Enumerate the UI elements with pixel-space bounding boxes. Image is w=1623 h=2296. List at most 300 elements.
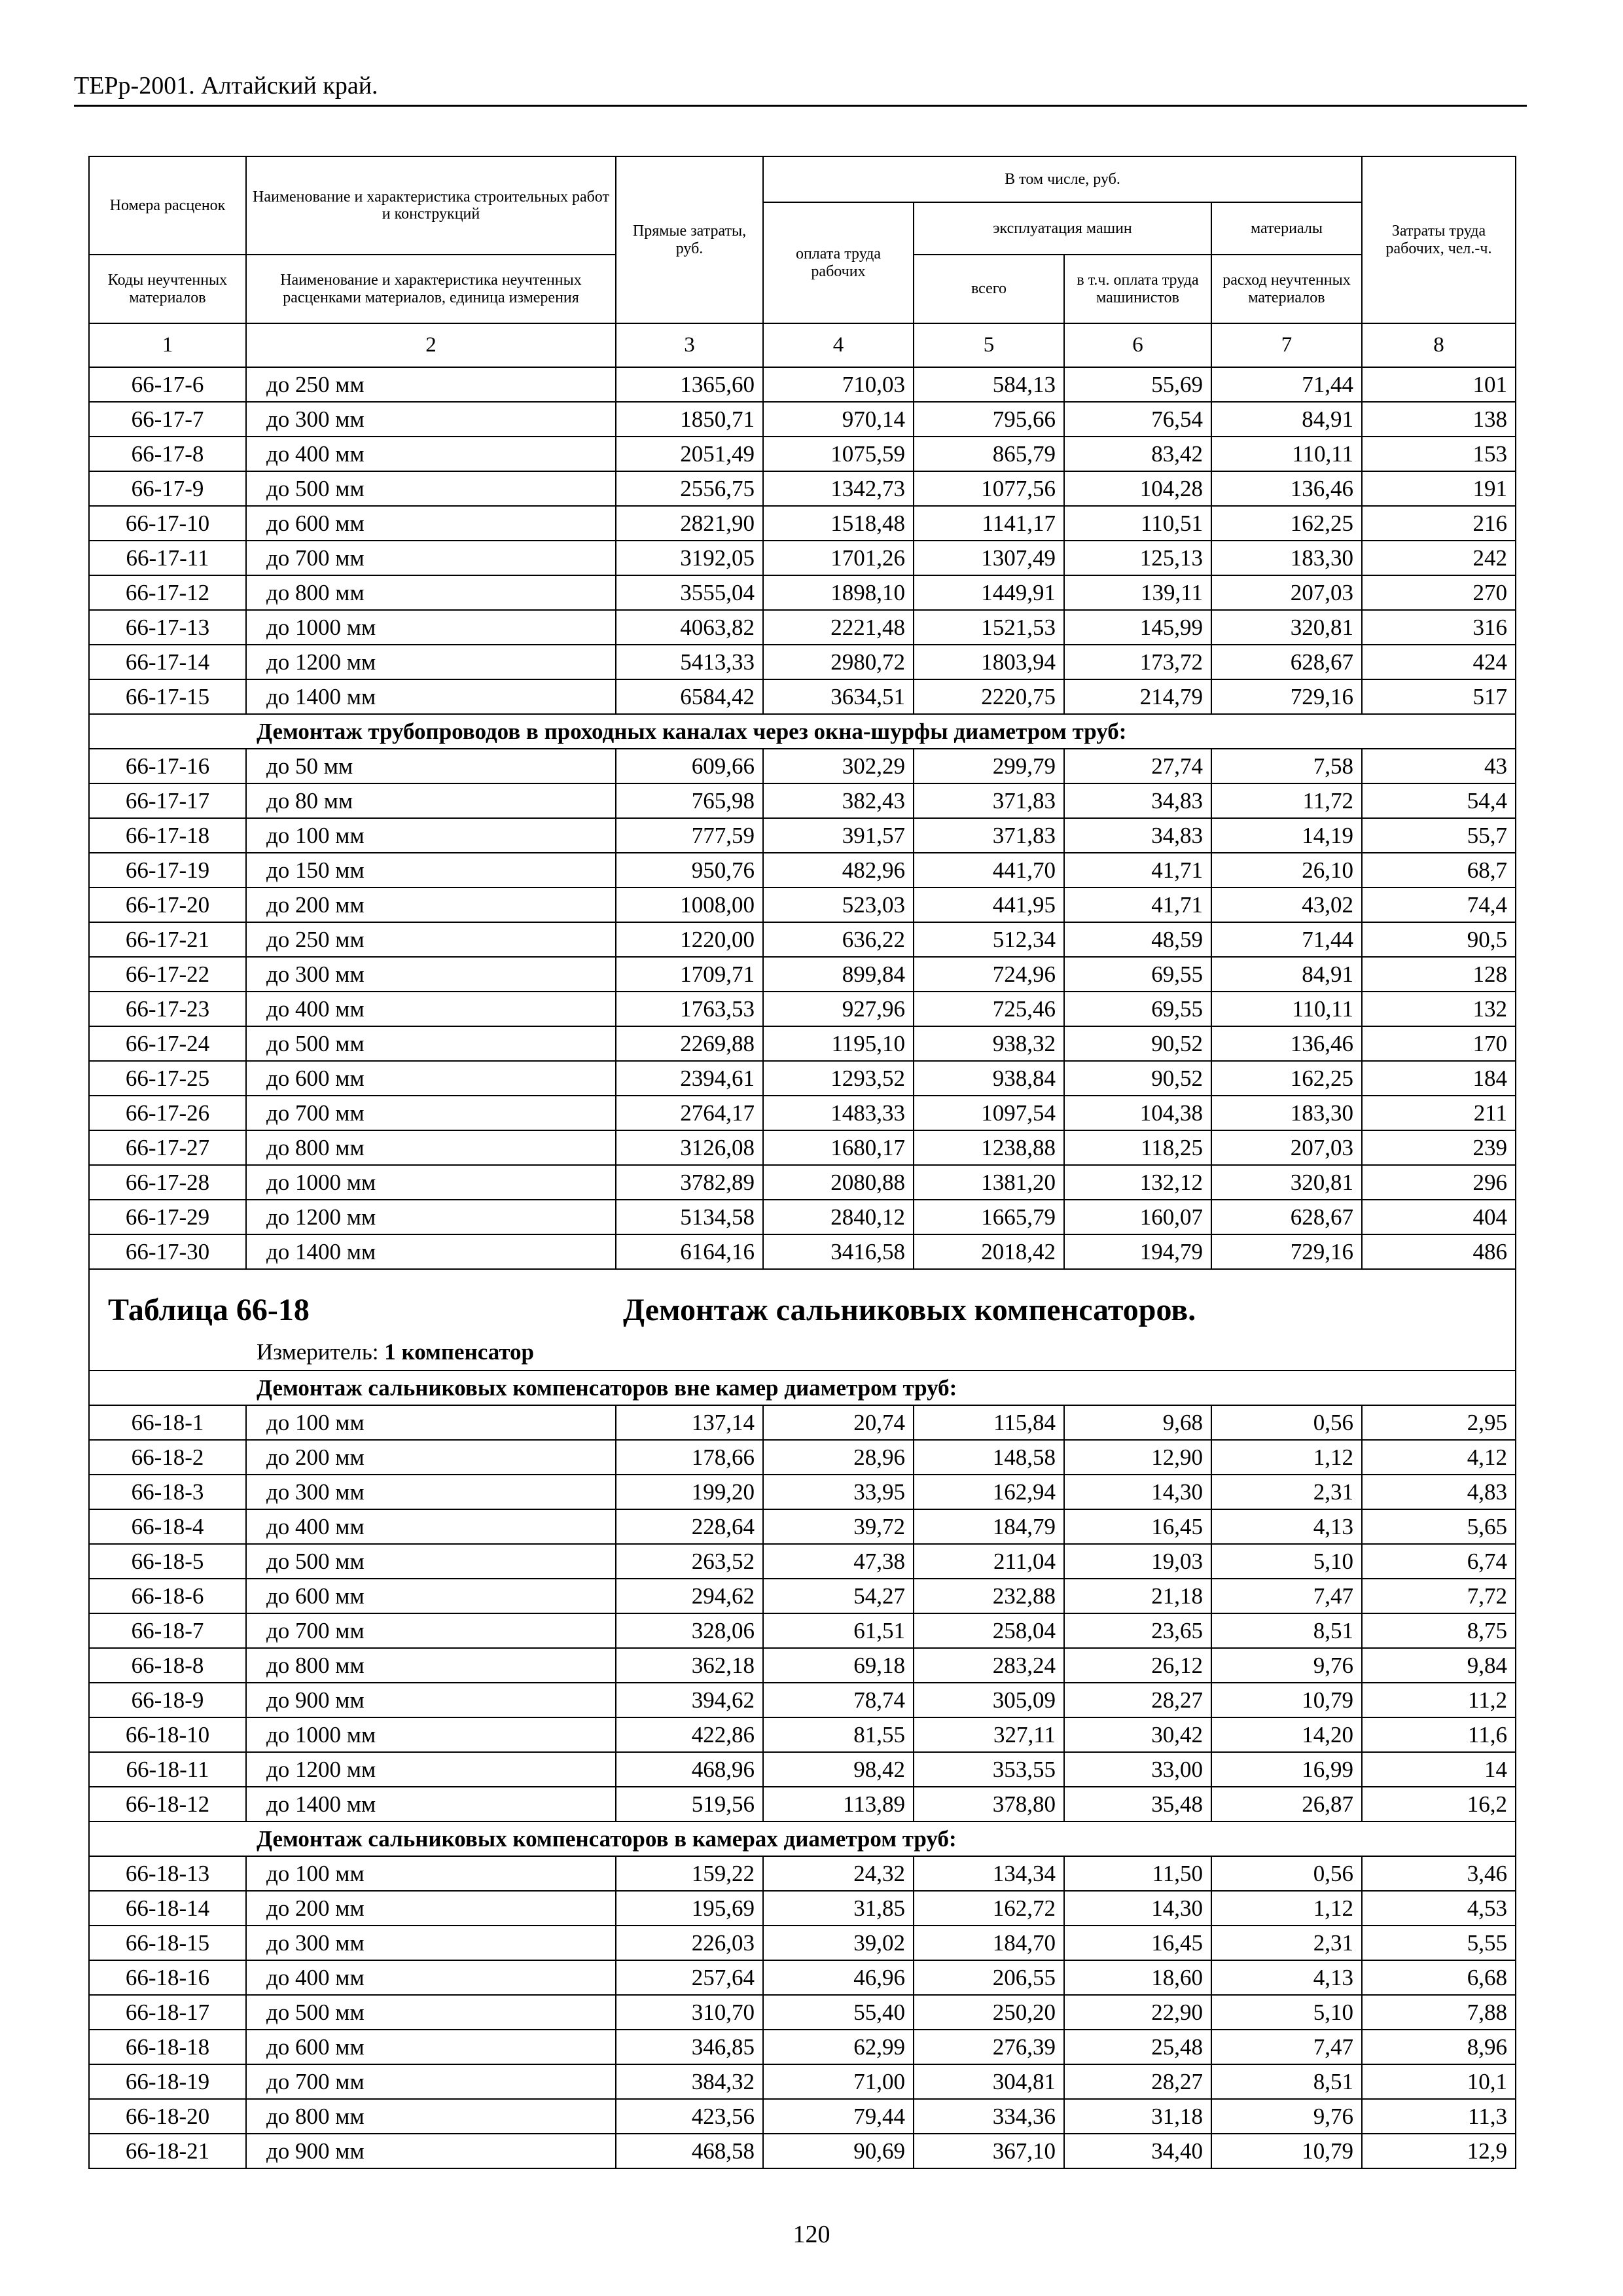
labor-hours-cell: 153 <box>1362 437 1516 471</box>
machinist-pay-cell: 41,71 <box>1064 853 1211 888</box>
labor-hours-cell: 270 <box>1362 575 1516 610</box>
section-row <box>89 1371 1516 1405</box>
worker-pay-cell: 710,03 <box>763 367 914 402</box>
labor-hours-cell: 132 <box>1362 992 1516 1026</box>
direct-costs-cell: 228,64 <box>616 1509 763 1544</box>
machine-total-cell: 584,13 <box>914 367 1064 402</box>
labor-hours-cell: 7,72 <box>1362 1579 1516 1613</box>
machine-total-cell: 938,84 <box>914 1061 1064 1096</box>
work-description-cell: до 600 мм <box>246 1061 616 1096</box>
column-number: 5 <box>914 323 1064 367</box>
machine-total-cell: 134,34 <box>914 1856 1064 1891</box>
rate-code-cell: 66-17-10 <box>89 506 246 541</box>
machinist-pay-cell: 30,42 <box>1064 1717 1211 1752</box>
table-row <box>89 1130 1516 1165</box>
materials-cost-cell: 8,51 <box>1211 1613 1362 1648</box>
direct-costs-cell: 328,06 <box>616 1613 763 1648</box>
materials-cost-cell: 43,02 <box>1211 888 1362 922</box>
table-row <box>89 1061 1516 1096</box>
materials-cost-cell: 136,46 <box>1211 471 1362 506</box>
work-description-cell: до 900 мм <box>246 2134 616 2168</box>
direct-costs-cell: 199,20 <box>616 1475 763 1509</box>
machine-total-cell: 1141,17 <box>914 506 1064 541</box>
worker-pay-cell: 62,99 <box>763 2030 914 2064</box>
worker-pay-cell: 71,00 <box>763 2064 914 2099</box>
work-description-cell: до 700 мм <box>246 541 616 575</box>
table-row <box>89 541 1516 575</box>
table-row <box>89 818 1516 853</box>
machinist-pay-cell: 132,12 <box>1064 1165 1211 1200</box>
col-unaccounted-materials: расход неучтенных материалов <box>1211 255 1362 323</box>
materials-cost-cell: 71,44 <box>1211 922 1362 957</box>
rate-code-cell: 66-18-18 <box>89 2030 246 2064</box>
work-description-cell: до 200 мм <box>246 1891 616 1926</box>
rate-code-cell: 66-18-16 <box>89 1960 246 1995</box>
worker-pay-cell: 1195,10 <box>763 1026 914 1061</box>
materials-cost-cell: 10,79 <box>1211 2134 1362 2168</box>
work-description-cell: до 500 мм <box>246 1026 616 1061</box>
work-description-cell: до 100 мм <box>246 818 616 853</box>
rate-code-cell: 66-18-17 <box>89 1995 246 2030</box>
materials-cost-cell: 26,10 <box>1211 853 1362 888</box>
machinist-pay-cell: 26,12 <box>1064 1648 1211 1683</box>
rate-code-cell: 66-17-27 <box>89 1130 246 1165</box>
worker-pay-cell: 55,40 <box>763 1995 914 2030</box>
work-description-cell: до 600 мм <box>246 506 616 541</box>
table-row <box>89 610 1516 645</box>
work-description-cell: до 300 мм <box>246 1926 616 1960</box>
worker-pay-cell: 2221,48 <box>763 610 914 645</box>
rate-code-cell: 66-18-1 <box>89 1405 246 1440</box>
table-row <box>89 853 1516 888</box>
rate-code-cell: 66-17-12 <box>89 575 246 610</box>
labor-hours-cell: 517 <box>1362 679 1516 714</box>
worker-pay-cell: 636,22 <box>763 922 914 957</box>
machinist-pay-cell: 16,45 <box>1064 1509 1211 1544</box>
table-row <box>89 1926 1516 1960</box>
machine-total-cell: 184,79 <box>914 1509 1064 1544</box>
work-description-cell: до 1400 мм <box>246 1234 616 1269</box>
work-description-cell: до 1400 мм <box>246 1787 616 1821</box>
machinist-pay-cell: 11,50 <box>1064 1856 1211 1891</box>
worker-pay-cell: 1342,73 <box>763 471 914 506</box>
worker-pay-cell: 927,96 <box>763 992 914 1026</box>
col-direct-costs: Прямые затраты, руб. <box>616 156 763 323</box>
labor-hours-cell: 6,74 <box>1362 1544 1516 1579</box>
page-header-title: ТЕРр-2001. Алтайский край. <box>74 72 378 99</box>
labor-hours-cell: 6,68 <box>1362 1960 1516 1995</box>
materials-cost-cell: 2,31 <box>1211 1926 1362 1960</box>
table-header <box>89 156 1516 367</box>
direct-costs-cell: 765,98 <box>616 783 763 818</box>
worker-pay-cell: 79,44 <box>763 2099 914 2134</box>
table-row <box>89 1579 1516 1613</box>
direct-costs-cell: 6584,42 <box>616 679 763 714</box>
work-description-cell: до 100 мм <box>246 1405 616 1440</box>
machinist-pay-cell: 90,52 <box>1064 1026 1211 1061</box>
machine-total-cell: 1077,56 <box>914 471 1064 506</box>
materials-cost-cell: 7,47 <box>1211 1579 1362 1613</box>
col-materials: материалы <box>1211 202 1362 255</box>
labor-hours-cell: 7,88 <box>1362 1995 1516 2030</box>
labor-hours-cell: 242 <box>1362 541 1516 575</box>
materials-cost-cell: 7,58 <box>1211 749 1362 783</box>
worker-pay-cell: 33,95 <box>763 1475 914 1509</box>
machinist-pay-cell: 48,59 <box>1064 922 1211 957</box>
rate-code-cell: 66-18-4 <box>89 1509 246 1544</box>
materials-cost-cell: 10,79 <box>1211 1683 1362 1717</box>
rate-code-cell: 66-17-16 <box>89 749 246 783</box>
direct-costs-cell: 777,59 <box>616 818 763 853</box>
table-row <box>89 1544 1516 1579</box>
machinist-pay-cell: 34,83 <box>1064 818 1211 853</box>
worker-pay-cell: 523,03 <box>763 888 914 922</box>
column-number: 8 <box>1362 323 1516 367</box>
worker-pay-cell: 970,14 <box>763 402 914 437</box>
machinist-pay-cell: 69,55 <box>1064 957 1211 992</box>
work-description-cell: до 1200 мм <box>246 1200 616 1234</box>
materials-cost-cell: 110,11 <box>1211 992 1362 1026</box>
worker-pay-cell: 98,42 <box>763 1752 914 1787</box>
table-row <box>89 1405 1516 1440</box>
work-description-cell: до 200 мм <box>246 1440 616 1475</box>
direct-costs-cell: 2051,49 <box>616 437 763 471</box>
labor-hours-cell: 216 <box>1362 506 1516 541</box>
meter-label: Измеритель: <box>257 1339 379 1365</box>
direct-costs-cell: 362,18 <box>616 1648 763 1683</box>
direct-costs-cell: 159,22 <box>616 1856 763 1891</box>
direct-costs-cell: 178,66 <box>616 1440 763 1475</box>
rate-code-cell: 66-17-28 <box>89 1165 246 1200</box>
worker-pay-cell: 39,72 <box>763 1509 914 1544</box>
table-row <box>89 1648 1516 1683</box>
col-rate-numbers: Номера расценок <box>89 156 246 255</box>
materials-cost-cell: 16,99 <box>1211 1752 1362 1787</box>
machinist-pay-cell: 14,30 <box>1064 1891 1211 1926</box>
section-row <box>89 1821 1516 1856</box>
work-description-cell: до 200 мм <box>246 888 616 922</box>
rate-code-cell: 66-17-15 <box>89 679 246 714</box>
work-description-cell: до 700 мм <box>246 2064 616 2099</box>
table-row <box>89 679 1516 714</box>
materials-cost-cell: 14,19 <box>1211 818 1362 853</box>
materials-cost-cell: 729,16 <box>1211 1234 1362 1269</box>
worker-pay-cell: 302,29 <box>763 749 914 783</box>
work-description-cell: до 80 мм <box>246 783 616 818</box>
table-body <box>89 367 1516 2168</box>
rate-code-cell: 66-18-10 <box>89 1717 246 1752</box>
rate-code-cell: 66-18-5 <box>89 1544 246 1579</box>
direct-costs-cell: 2821,90 <box>616 506 763 541</box>
worker-pay-cell: 24,32 <box>763 1856 914 1891</box>
table-row <box>89 1613 1516 1648</box>
col-labor-costs: Затраты труда рабочих, чел.-ч. <box>1362 156 1516 323</box>
materials-cost-cell: 628,67 <box>1211 645 1362 679</box>
page-number: 120 <box>793 2221 830 2248</box>
worker-pay-cell: 1680,17 <box>763 1130 914 1165</box>
labor-hours-cell: 8,75 <box>1362 1613 1516 1648</box>
worker-pay-cell: 1293,52 <box>763 1061 914 1096</box>
table-row <box>89 1683 1516 1717</box>
worker-pay-cell: 2080,88 <box>763 1165 914 1200</box>
machinist-pay-cell: 14,30 <box>1064 1475 1211 1509</box>
labor-hours-cell: 11,6 <box>1362 1717 1516 1752</box>
col-including: В том числе, руб. <box>763 156 1362 202</box>
direct-costs-cell: 5413,33 <box>616 645 763 679</box>
machinist-pay-cell: 41,71 <box>1064 888 1211 922</box>
work-description-cell: до 50 мм <box>246 749 616 783</box>
machine-total-cell: 250,20 <box>914 1995 1064 2030</box>
labor-hours-cell: 16,2 <box>1362 1787 1516 1821</box>
machinist-pay-cell: 104,38 <box>1064 1096 1211 1130</box>
machinist-pay-cell: 110,51 <box>1064 506 1211 541</box>
work-description-cell: до 400 мм <box>246 1960 616 1995</box>
machinist-pay-cell: 31,18 <box>1064 2099 1211 2134</box>
machine-total-cell: 724,96 <box>914 957 1064 992</box>
work-description-cell: до 600 мм <box>246 1579 616 1613</box>
labor-hours-cell: 4,83 <box>1362 1475 1516 1509</box>
col-unaccounted-names: Наименование и характеристика неучтенных расценками материалов, единица измерения <box>246 255 616 323</box>
machine-total-cell: 2220,75 <box>914 679 1064 714</box>
machine-total-cell: 327,11 <box>914 1717 1064 1752</box>
labor-hours-cell: 14 <box>1362 1752 1516 1787</box>
work-description-cell: до 300 мм <box>246 402 616 437</box>
machinist-pay-cell: 19,03 <box>1064 1544 1211 1579</box>
machine-total-cell: 184,70 <box>914 1926 1064 1960</box>
worker-pay-cell: 78,74 <box>763 1683 914 1717</box>
rate-code-cell: 66-18-13 <box>89 1856 246 1891</box>
worker-pay-cell: 1701,26 <box>763 541 914 575</box>
labor-hours-cell: 296 <box>1362 1165 1516 1200</box>
table-66-18-title-row <box>89 1269 1516 1371</box>
machine-total-cell: 148,58 <box>914 1440 1064 1475</box>
direct-costs-cell: 3192,05 <box>616 541 763 575</box>
rate-code-cell: 66-18-7 <box>89 1613 246 1648</box>
table-row <box>89 1096 1516 1130</box>
direct-costs-cell: 195,69 <box>616 1891 763 1926</box>
machine-total-cell: 1238,88 <box>914 1130 1064 1165</box>
labor-hours-cell: 4,53 <box>1362 1891 1516 1926</box>
table-row <box>89 992 1516 1026</box>
machine-total-cell: 162,94 <box>914 1475 1064 1509</box>
worker-pay-cell: 2840,12 <box>763 1200 914 1234</box>
machinist-pay-cell: 16,45 <box>1064 1926 1211 1960</box>
machine-total-cell: 334,36 <box>914 2099 1064 2134</box>
worker-pay-cell: 3416,58 <box>763 1234 914 1269</box>
materials-cost-cell: 14,20 <box>1211 1717 1362 1752</box>
direct-costs-cell: 5134,58 <box>616 1200 763 1234</box>
machine-total-cell: 371,83 <box>914 783 1064 818</box>
rate-code-cell: 66-17-17 <box>89 783 246 818</box>
direct-costs-cell: 137,14 <box>616 1405 763 1440</box>
work-description-cell: до 800 мм <box>246 2099 616 2134</box>
section-heading: Демонтаж сальниковых компенсаторов вне камер диаметром труб: <box>89 1371 1516 1405</box>
table-row <box>89 645 1516 679</box>
labor-hours-cell: 54,4 <box>1362 783 1516 818</box>
rate-code-cell: 66-17-30 <box>89 1234 246 1269</box>
worker-pay-cell: 1483,33 <box>763 1096 914 1130</box>
work-description-cell: до 800 мм <box>246 1130 616 1165</box>
section-heading: Демонтаж трубопроводов в проходных каналах через окна-шурфы диаметром труб: <box>89 714 1516 749</box>
machine-total-cell: 512,34 <box>914 922 1064 957</box>
labor-hours-cell: 138 <box>1362 402 1516 437</box>
machinist-pay-cell: 12,90 <box>1064 1440 1211 1475</box>
worker-pay-cell: 20,74 <box>763 1405 914 1440</box>
machinist-pay-cell: 145,99 <box>1064 610 1211 645</box>
machinist-pay-cell: 125,13 <box>1064 541 1211 575</box>
machinist-pay-cell: 34,40 <box>1064 2134 1211 2168</box>
labor-hours-cell: 11,2 <box>1362 1683 1516 1717</box>
worker-pay-cell: 47,38 <box>763 1544 914 1579</box>
machinist-pay-cell: 160,07 <box>1064 1200 1211 1234</box>
machine-total-cell: 283,24 <box>914 1648 1064 1683</box>
meter-line <box>257 1340 534 1363</box>
direct-costs-cell: 310,70 <box>616 1995 763 2030</box>
machine-total-cell: 441,70 <box>914 853 1064 888</box>
table-row <box>89 1234 1516 1269</box>
labor-hours-cell: 11,3 <box>1362 2099 1516 2134</box>
labor-hours-cell: 101 <box>1362 367 1516 402</box>
rate-code-cell: 66-18-12 <box>89 1787 246 1821</box>
direct-costs-cell: 519,56 <box>616 1787 763 1821</box>
labor-hours-cell: 5,65 <box>1362 1509 1516 1544</box>
direct-costs-cell: 468,58 <box>616 2134 763 2168</box>
work-description-cell: до 400 мм <box>246 437 616 471</box>
machinist-pay-cell: 90,52 <box>1064 1061 1211 1096</box>
machinist-pay-cell: 55,69 <box>1064 367 1211 402</box>
table-row <box>89 1717 1516 1752</box>
machine-total-cell: 367,10 <box>914 2134 1064 2168</box>
rate-code-cell: 66-17-20 <box>89 888 246 922</box>
machinist-pay-cell: 28,27 <box>1064 1683 1211 1717</box>
direct-costs-cell: 950,76 <box>616 853 763 888</box>
materials-cost-cell: 1,12 <box>1211 1440 1362 1475</box>
machine-total-cell: 1521,53 <box>914 610 1064 645</box>
table-row <box>89 957 1516 992</box>
machine-total-cell: 353,55 <box>914 1752 1064 1787</box>
rate-code-cell: 66-17-13 <box>89 610 246 645</box>
machine-total-cell: 1097,54 <box>914 1096 1064 1130</box>
machine-total-cell: 258,04 <box>914 1613 1064 1648</box>
materials-cost-cell: 2,31 <box>1211 1475 1362 1509</box>
col-worker-pay: оплата труда рабочих <box>763 202 914 323</box>
table-row <box>89 749 1516 783</box>
machinist-pay-cell: 173,72 <box>1064 645 1211 679</box>
direct-costs-cell: 1850,71 <box>616 402 763 437</box>
labor-hours-cell: 74,4 <box>1362 888 1516 922</box>
rate-code-cell: 66-18-20 <box>89 2099 246 2134</box>
table-row <box>89 1026 1516 1061</box>
rate-code-cell: 66-17-9 <box>89 471 246 506</box>
direct-costs-cell: 2394,61 <box>616 1061 763 1096</box>
direct-costs-cell: 4063,82 <box>616 610 763 645</box>
machinist-pay-cell: 139,11 <box>1064 575 1211 610</box>
machine-total-cell: 232,88 <box>914 1579 1064 1613</box>
direct-costs-cell: 384,32 <box>616 2064 763 2099</box>
materials-cost-cell: 207,03 <box>1211 575 1362 610</box>
table-label: Таблица 66-18 <box>108 1293 310 1327</box>
machinist-pay-cell: 76,54 <box>1064 402 1211 437</box>
work-description-cell: до 150 мм <box>246 853 616 888</box>
table-row <box>89 575 1516 610</box>
work-description-cell: до 500 мм <box>246 1544 616 1579</box>
machinist-pay-cell: 33,00 <box>1064 1752 1211 1787</box>
labor-hours-cell: 128 <box>1362 957 1516 992</box>
direct-costs-cell: 1763,53 <box>616 992 763 1026</box>
labor-hours-cell: 43 <box>1362 749 1516 783</box>
machine-total-cell: 795,66 <box>914 402 1064 437</box>
machinist-pay-cell: 214,79 <box>1064 679 1211 714</box>
work-description-cell: до 250 мм <box>246 922 616 957</box>
materials-cost-cell: 7,47 <box>1211 2030 1362 2064</box>
col-machine-total: всего <box>914 255 1064 323</box>
column-number: 1 <box>89 323 246 367</box>
machinist-pay-cell: 27,74 <box>1064 749 1211 783</box>
rate-code-cell: 66-17-6 <box>89 367 246 402</box>
direct-costs-cell: 1220,00 <box>616 922 763 957</box>
materials-cost-cell: 183,30 <box>1211 1096 1362 1130</box>
rate-code-cell: 66-17-18 <box>89 818 246 853</box>
work-description-cell: до 800 мм <box>246 1648 616 1683</box>
work-description-cell: до 400 мм <box>246 992 616 1026</box>
machine-total-cell: 299,79 <box>914 749 1064 783</box>
work-description-cell: до 900 мм <box>246 1683 616 1717</box>
machine-total-cell: 1307,49 <box>914 541 1064 575</box>
work-description-cell: до 1000 мм <box>246 1717 616 1752</box>
machine-total-cell: 211,04 <box>914 1544 1064 1579</box>
labor-hours-cell: 424 <box>1362 645 1516 679</box>
column-number: 4 <box>763 323 914 367</box>
labor-hours-cell: 4,12 <box>1362 1440 1516 1475</box>
machine-total-cell: 378,80 <box>914 1787 1064 1821</box>
machine-total-cell: 115,84 <box>914 1405 1064 1440</box>
materials-cost-cell: 71,44 <box>1211 367 1362 402</box>
direct-costs-cell: 2764,17 <box>616 1096 763 1130</box>
materials-cost-cell: 1,12 <box>1211 1891 1362 1926</box>
rate-code-cell: 66-18-15 <box>89 1926 246 1960</box>
table-row <box>89 1165 1516 1200</box>
materials-cost-cell: 628,67 <box>1211 1200 1362 1234</box>
direct-costs-cell: 3126,08 <box>616 1130 763 1165</box>
machine-total-cell: 2018,42 <box>914 1234 1064 1269</box>
labor-hours-cell: 316 <box>1362 610 1516 645</box>
materials-cost-cell: 5,10 <box>1211 1995 1362 2030</box>
worker-pay-cell: 46,96 <box>763 1960 914 1995</box>
work-description-cell: до 300 мм <box>246 957 616 992</box>
machine-total-cell: 305,09 <box>914 1683 1064 1717</box>
table-row <box>89 506 1516 541</box>
materials-cost-cell: 26,87 <box>1211 1787 1362 1821</box>
header-divider <box>74 105 1527 107</box>
direct-costs-cell: 2556,75 <box>616 471 763 506</box>
direct-costs-cell: 394,62 <box>616 1683 763 1717</box>
labor-hours-cell: 211 <box>1362 1096 1516 1130</box>
machinist-pay-cell: 35,48 <box>1064 1787 1211 1821</box>
machine-total-cell: 162,72 <box>914 1891 1064 1926</box>
materials-cost-cell: 84,91 <box>1211 402 1362 437</box>
table-row <box>89 922 1516 957</box>
direct-costs-cell: 1709,71 <box>616 957 763 992</box>
materials-cost-cell: 4,13 <box>1211 1509 1362 1544</box>
materials-cost-cell: 320,81 <box>1211 1165 1362 1200</box>
direct-costs-cell: 3782,89 <box>616 1165 763 1200</box>
rate-code-cell: 66-17-14 <box>89 645 246 679</box>
work-description-cell: до 250 мм <box>246 367 616 402</box>
machine-total-cell: 304,81 <box>914 2064 1064 2099</box>
table-row <box>89 1752 1516 1787</box>
materials-cost-cell: 320,81 <box>1211 610 1362 645</box>
worker-pay-cell: 382,43 <box>763 783 914 818</box>
